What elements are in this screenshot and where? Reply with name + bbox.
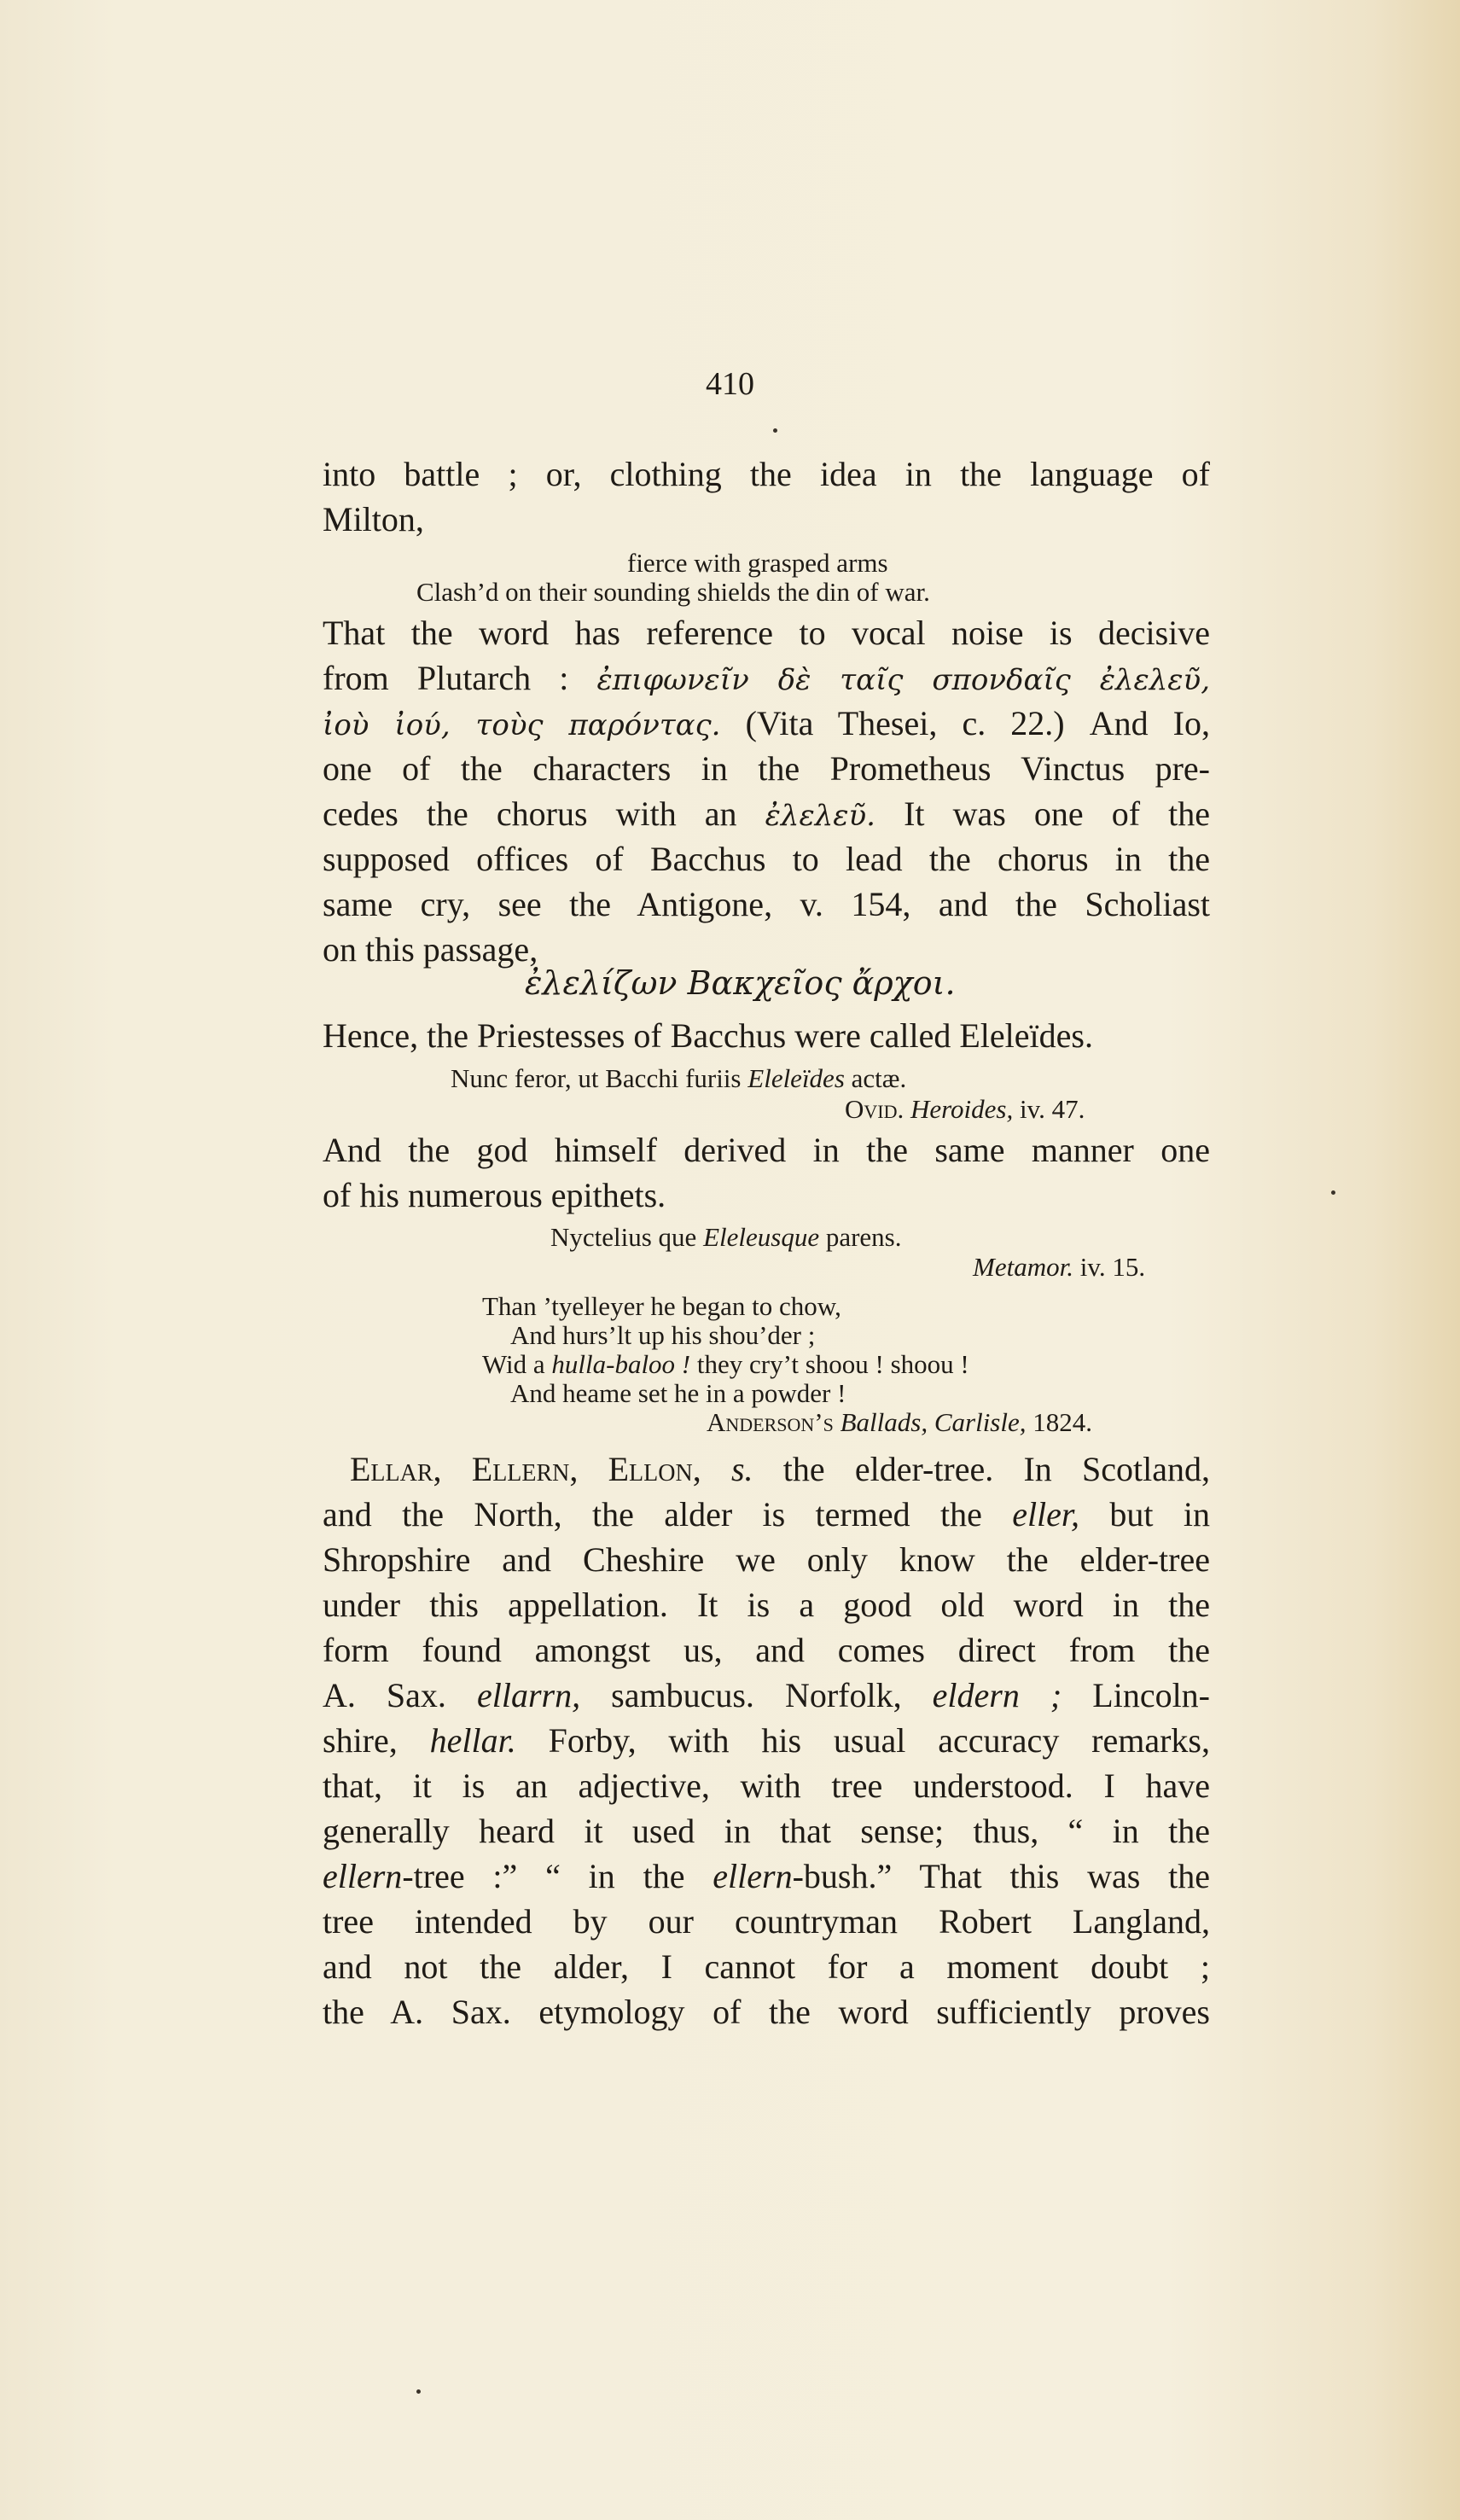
entry-line <box>323 1719 1210 1763</box>
text-span: Forby, with his usual accuracy remarks, <box>548 1721 1210 1760</box>
page-number: 410 <box>706 366 754 402</box>
text-span: sambucus. Norfolk, <box>611 1676 902 1714</box>
citation <box>845 1094 1085 1125</box>
italic-text: ellern <box>713 1857 793 1895</box>
citation <box>973 1252 1145 1283</box>
text-span: parens. <box>825 1222 902 1252</box>
entry-line <box>323 1673 1210 1718</box>
text-span: Nunc feror, ut Bacchi furiis <box>451 1063 742 1093</box>
entry-line: form found amongst us, and comes direct from the <box>323 1631 1210 1669</box>
verse-line: And hurs’lt up his shou’der ; <box>510 1320 816 1350</box>
print-speck <box>773 428 777 433</box>
citation-work: Heroides, <box>910 1094 1014 1124</box>
text-line <box>323 792 1210 838</box>
text-line <box>323 701 1210 748</box>
text-line: Hence, the Priestesses of Bacchus were called Eleleïdes. <box>323 1016 1093 1055</box>
print-speck <box>416 2389 421 2394</box>
greek-text: ἰοὺ ἰού, τοὺς παρόντας. <box>323 708 721 742</box>
text-line: one of the characters in the Prometheus Vinctus pre- <box>323 749 1210 788</box>
italic-text: hulla-baloo ! <box>551 1349 691 1379</box>
text-span: Wid a <box>482 1349 545 1379</box>
entry-line: that, it is an adjective, with tree understood. I have <box>323 1766 1210 1805</box>
text-span: actæ. <box>851 1063 907 1093</box>
citation-ref: iv. 15. <box>1079 1252 1146 1282</box>
entry-line: the A. Sax. etymology of the word sufficiently proves <box>323 1993 1210 2031</box>
text-span: but in <box>1109 1495 1211 1534</box>
verse-line: Than ’tyelleyer he began to chow, <box>482 1291 841 1321</box>
text-span: It was one of the <box>904 794 1211 833</box>
text-line: same cry, see the Antigone, v. 154, and the Scholiast <box>323 885 1210 923</box>
text-line: And the god himself derived in the same manner one <box>323 1131 1210 1169</box>
italic-text: ellern <box>323 1857 403 1895</box>
entry-line: Shropshire and Cheshire we only know the elder-tree <box>323 1540 1210 1579</box>
entry-line: under this appellation. It is a good old word in the <box>323 1586 1210 1624</box>
greek-text: ἐλελεῦ. <box>765 799 875 833</box>
entry-line <box>323 1854 1210 1899</box>
citation-work: Ballads, Carlisle, <box>840 1407 1027 1437</box>
citation-ref: 1824. <box>1032 1407 1092 1437</box>
citation-author: Ovid. <box>845 1094 905 1124</box>
text-span: Lincoln- <box>1092 1676 1210 1714</box>
text-span: and the North, the alder is termed the <box>323 1495 982 1534</box>
text-span: cedes the chorus with an <box>323 794 737 833</box>
verse-line <box>482 1349 969 1380</box>
entry-line <box>350 1447 1210 1492</box>
greek-verse: ἐλελίζων Βακχεῖος ἄρχοι. <box>525 964 956 1002</box>
part-of-speech: s. <box>730 1450 753 1488</box>
text-line: into battle ; or, clothing the idea in the language of <box>323 455 1210 493</box>
verse-line: And heame set he in a powder ! <box>510 1378 846 1408</box>
citation-work: Metamor. <box>973 1252 1073 1282</box>
text-line: That the word has reference to vocal noise is decisive <box>323 614 1210 652</box>
citation-author: Anderson’s <box>707 1407 834 1437</box>
text-span: -tree :” “ in the <box>402 1857 685 1895</box>
citation-ref: iv. 47. <box>1020 1094 1085 1124</box>
italic-text: hellar. <box>429 1721 516 1760</box>
entry-headword: Ellar, Ellern, Ellon, <box>350 1450 701 1488</box>
text-span: Nyctelius que <box>550 1222 697 1252</box>
greek-text: ἐπιφωνεῖν δὲ ταῖς σπονδαῖς ἐλελεῦ, <box>596 663 1211 697</box>
print-speck <box>1331 1190 1335 1195</box>
verse-line: fierce with grasped arms <box>627 548 888 578</box>
verse-line: Clash’d on their sounding shields the din of war. <box>416 577 930 607</box>
verse-line <box>451 1063 906 1094</box>
text-line: supposed offices of Bacchus to lead the chorus in the <box>323 840 1210 878</box>
italic-text: eller, <box>1012 1495 1080 1534</box>
verse-line <box>550 1222 902 1253</box>
text-line <box>323 656 1210 702</box>
entry-line: tree intended by our countryman Robert Langland, <box>323 1902 1210 1941</box>
text-line: of his numerous epithets. <box>323 1176 666 1214</box>
italic-text: Eleleusque <box>703 1222 820 1252</box>
text-span: from Plutarch : <box>323 659 569 697</box>
entry-line: generally heard it used in that sense; thus, “ in the <box>323 1812 1210 1850</box>
entry-line: and not the alder, I cannot for a moment doubt ; <box>323 1947 1210 1986</box>
text-span: (Vita Thesei, c. 22.) And Io, <box>745 704 1210 742</box>
text-line: on this passage, <box>323 930 538 969</box>
text-span: -bush.” That this was the <box>792 1857 1210 1895</box>
italic-text: Eleleïdes <box>747 1063 845 1093</box>
text-span: shire, <box>323 1721 398 1760</box>
text-span: the elder-tree. In Scotland, <box>782 1450 1211 1488</box>
text-span: A. Sax. <box>323 1676 446 1714</box>
italic-text: eldern ; <box>932 1676 1062 1714</box>
citation <box>707 1407 1092 1438</box>
entry-line <box>323 1493 1210 1537</box>
text-span: they cry’t shoou ! shoou ! <box>696 1349 969 1379</box>
text-line: Milton, <box>323 500 424 538</box>
italic-text: ellarrn, <box>476 1676 581 1714</box>
